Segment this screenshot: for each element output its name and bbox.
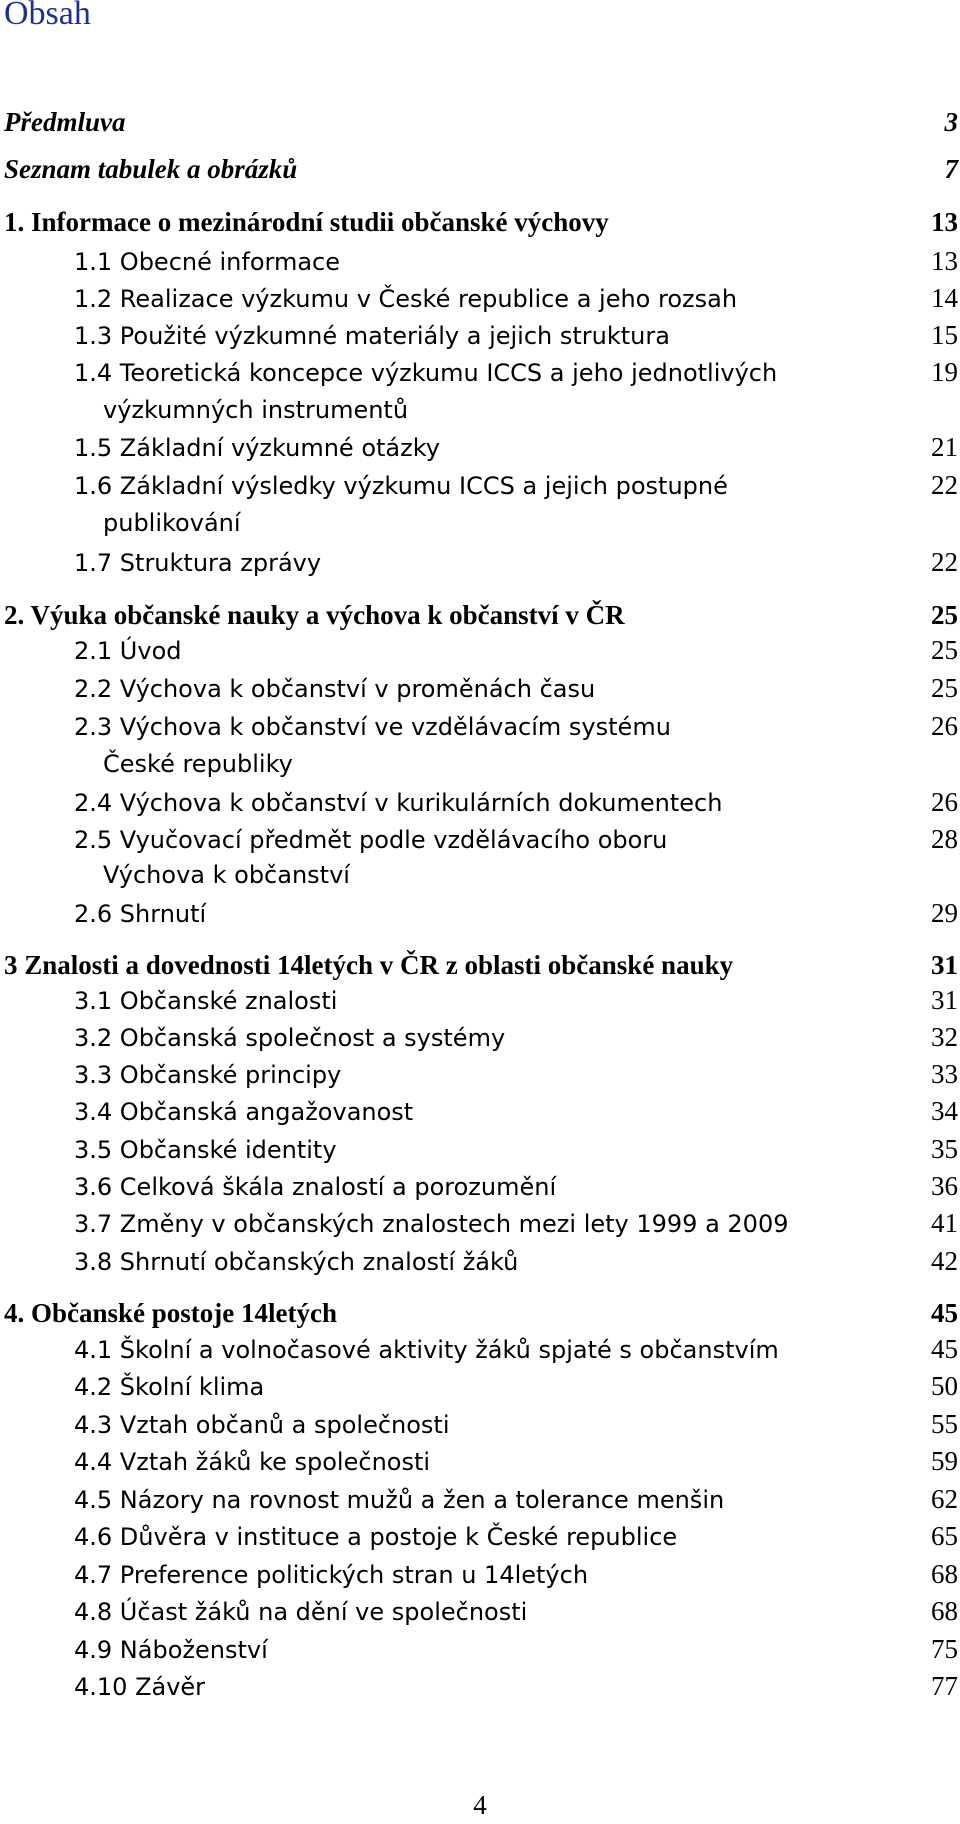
toc-entry-label: 1.2 Realizace výzkumu v České republice a jeho rozsah bbox=[74, 285, 738, 313]
toc-entry-page: 34 bbox=[931, 1096, 958, 1126]
toc-entry-page: 33 bbox=[931, 1059, 958, 1089]
toc-entry-label: 4.7 Preference politických stran u 14letých bbox=[74, 1561, 589, 1589]
toc-entry-page: 25 bbox=[931, 635, 958, 665]
toc-entry-1-7[interactable] bbox=[4, 543, 958, 582]
toc-entry-2-1[interactable] bbox=[4, 631, 958, 670]
toc-entry-page: 15 bbox=[931, 320, 958, 350]
toc-entry-1-5[interactable] bbox=[4, 428, 958, 467]
toc-entry-page: 25 bbox=[931, 673, 958, 703]
toc-entry-page: 68 bbox=[931, 1559, 958, 1589]
toc-entry-label: Předmluva bbox=[4, 107, 126, 137]
toc-entry-1-6[interactable] bbox=[4, 466, 958, 505]
toc-entry-page: 31 bbox=[931, 985, 958, 1015]
toc-entry-page: 35 bbox=[931, 1134, 958, 1164]
toc-entry-page: 77 bbox=[931, 1671, 958, 1701]
toc-entry-page: 26 bbox=[931, 787, 958, 817]
toc-entry-3-8[interactable] bbox=[4, 1242, 958, 1281]
toc-entry-label: 4.3 Vztah občanů a společnosti bbox=[74, 1411, 450, 1439]
toc-entry-label: 3.4 Občanská angažovanost bbox=[74, 1098, 414, 1126]
toc-entry-1-4[interactable] bbox=[4, 353, 958, 392]
toc-entry-label: 4.2 Školní klima bbox=[74, 1373, 265, 1401]
toc-entry-label: 1.1 Obecné informace bbox=[74, 248, 340, 276]
toc-entry-label: 4.6 Důvěra v instituce a postoje k České republice bbox=[74, 1523, 678, 1551]
toc-entry-page: 75 bbox=[931, 1634, 958, 1664]
toc-entry-label: 4.8 Účast žáků na dění ve společnosti bbox=[74, 1598, 528, 1626]
toc-chapter-1[interactable] bbox=[4, 203, 958, 241]
toc-chapter-label: 3 Znalosti a dovednosti 14letých v ČR z oblasti občanské nauky bbox=[4, 950, 734, 980]
toc-entry-2-6[interactable] bbox=[4, 894, 958, 933]
toc-entry-label: 3.1 Občanské znalosti bbox=[74, 987, 338, 1015]
toc-entry-3-3[interactable] bbox=[4, 1055, 958, 1094]
toc-entry-4-1[interactable] bbox=[4, 1330, 958, 1369]
toc-entry-page: 19 bbox=[931, 357, 958, 387]
toc-entry-label: 2.6 Shrnutí bbox=[74, 900, 207, 928]
toc-entry-continuation: publikování bbox=[103, 509, 241, 537]
toc-entry-page: 22 bbox=[931, 547, 958, 577]
toc-entry-1-1[interactable] bbox=[4, 242, 958, 281]
page-title: Obsah bbox=[4, 0, 91, 32]
toc-entry-4-2[interactable] bbox=[4, 1367, 958, 1406]
toc-entry-page: 14 bbox=[931, 283, 958, 313]
toc-entry-label: 4.9 Náboženství bbox=[74, 1636, 268, 1664]
toc-entry-page: 3 bbox=[944, 107, 958, 137]
toc-entry-page: 21 bbox=[931, 432, 958, 462]
toc-chapter-page: 31 bbox=[931, 950, 958, 980]
toc-entry-label: 3.7 Změny v občanských znalostech mezi lety 1999 a 2009 bbox=[74, 1210, 789, 1238]
toc-entry-label: 3.8 Shrnutí občanských znalostí žáků bbox=[74, 1248, 519, 1276]
toc-entry-1-2[interactable] bbox=[4, 279, 958, 318]
toc-entry-3-5[interactable] bbox=[4, 1130, 958, 1169]
toc-entry-2-2[interactable] bbox=[4, 669, 958, 708]
toc-chapter-page: 45 bbox=[931, 1298, 958, 1328]
toc-entry-page: 62 bbox=[931, 1484, 958, 1514]
page-number: 4 bbox=[473, 1790, 487, 1820]
toc-entry-page: 13 bbox=[931, 246, 958, 276]
toc-entry-page: 59 bbox=[931, 1446, 958, 1476]
toc-entry-2-4[interactable] bbox=[4, 783, 958, 822]
toc-entry-label: 2.2 Výchova k občanství v proměnách času bbox=[74, 675, 596, 703]
toc-entry-label: 3.3 Občanské principy bbox=[74, 1061, 342, 1089]
toc-entry-label: 1.5 Základní výzkumné otázky bbox=[74, 434, 440, 462]
toc-entry-continuation: Výchova k občanství bbox=[103, 861, 350, 889]
toc-entry-continuation: výzkumných instrumentů bbox=[103, 396, 409, 424]
toc-entry-page: 32 bbox=[931, 1022, 958, 1052]
toc-chapter-label: 4. Občanské postoje 14letých bbox=[4, 1298, 337, 1328]
toc-entry-3-2[interactable] bbox=[4, 1018, 958, 1057]
toc-entry-page: 55 bbox=[931, 1409, 958, 1439]
toc-entry-page: 68 bbox=[931, 1596, 958, 1626]
toc-entry-preface[interactable] bbox=[4, 103, 958, 141]
toc-entry-3-4[interactable] bbox=[4, 1092, 958, 1131]
toc-entry-label: 2.3 Výchova k občanství ve vzdělávacím systému bbox=[74, 713, 671, 741]
toc-entry-3-6[interactable] bbox=[4, 1167, 958, 1206]
toc-entry-page: 65 bbox=[931, 1521, 958, 1551]
toc-chapter-2[interactable] bbox=[4, 596, 958, 634]
toc-entry-4-9[interactable] bbox=[4, 1630, 958, 1669]
toc-entry-1-3[interactable] bbox=[4, 316, 958, 355]
toc-chapter-label: 1. Informace o mezinárodní studii občanské výchovy bbox=[4, 207, 609, 237]
toc-entry-4-4[interactable] bbox=[4, 1442, 958, 1481]
toc-chapter-label: 2. Výuka občanské nauky a výchova k občanství v ČR bbox=[4, 600, 625, 630]
toc-entry-4-10[interactable] bbox=[4, 1667, 958, 1706]
toc-entry-label: 4.5 Názory na rovnost mužů a žen a tolerance menšin bbox=[74, 1486, 725, 1514]
toc-entry-label: 1.6 Základní výsledky výzkumu ICCS a jejich postupné bbox=[74, 472, 728, 500]
toc-entry-label: 2.5 Vyučovací předmět podle vzdělávacího oboru bbox=[74, 826, 668, 854]
toc-entry-4-3[interactable] bbox=[4, 1405, 958, 1444]
toc-entry-3-7[interactable] bbox=[4, 1204, 958, 1243]
toc-entry-4-8[interactable] bbox=[4, 1592, 958, 1631]
toc-entry-page: 7 bbox=[944, 154, 958, 184]
toc-entry-label: 4.1 Školní a volnočasové aktivity žáků spjaté s občanstvím bbox=[74, 1336, 779, 1364]
toc-chapter-page: 25 bbox=[931, 600, 958, 630]
toc-entry-3-1[interactable] bbox=[4, 981, 958, 1020]
toc-entry-label: 3.6 Celková škála znalostí a porozumění bbox=[74, 1173, 557, 1201]
toc-entry-page: 36 bbox=[931, 1171, 958, 1201]
toc-chapter-page: 13 bbox=[931, 207, 958, 237]
toc-entry-label: 1.3 Použité výzkumné materiály a jejich struktura bbox=[74, 322, 670, 350]
toc-entry-page: 50 bbox=[931, 1371, 958, 1401]
toc-entry-label: 3.2 Občanská společnost a systémy bbox=[74, 1024, 506, 1052]
toc-entry-label: 1.7 Struktura zprávy bbox=[74, 549, 322, 577]
toc-chapter-4[interactable] bbox=[4, 1294, 958, 1332]
toc-entry-4-5[interactable] bbox=[4, 1480, 958, 1519]
toc-entry-page: 41 bbox=[931, 1208, 958, 1238]
toc-entry-continuation: České republiky bbox=[103, 750, 293, 778]
toc-entry-label: 2.4 Výchova k občanství v kurikulárních dokumentech bbox=[74, 789, 723, 817]
toc-entry-list-of-tables[interactable] bbox=[4, 150, 958, 188]
toc-entry-label: 1.4 Teoretická koncepce výzkumu ICCS a jeho jednotlivých bbox=[74, 359, 778, 387]
toc-entry-2-5[interactable] bbox=[4, 820, 958, 859]
toc-entry-label: 2.1 Úvod bbox=[74, 637, 182, 665]
toc-chapter-3[interactable] bbox=[4, 946, 958, 984]
toc-entry-label: 3.5 Občanské identity bbox=[74, 1136, 337, 1164]
toc-entry-page: 28 bbox=[931, 824, 958, 854]
toc-entry-page: 42 bbox=[931, 1246, 958, 1276]
toc-entry-page: 45 bbox=[931, 1334, 958, 1364]
toc-entry-label: Seznam tabulek a obrázků bbox=[4, 154, 298, 184]
toc-entry-4-7[interactable] bbox=[4, 1555, 958, 1594]
toc-entry-page: 29 bbox=[931, 898, 958, 928]
toc-entry-page: 22 bbox=[931, 470, 958, 500]
toc-entry-4-6[interactable] bbox=[4, 1517, 958, 1556]
toc-entry-label: 4.10 Závěr bbox=[74, 1673, 206, 1701]
toc-entry-page: 26 bbox=[931, 711, 958, 741]
toc-entry-2-3[interactable] bbox=[4, 707, 958, 746]
toc-entry-label: 4.4 Vztah žáků ke společnosti bbox=[74, 1448, 431, 1476]
